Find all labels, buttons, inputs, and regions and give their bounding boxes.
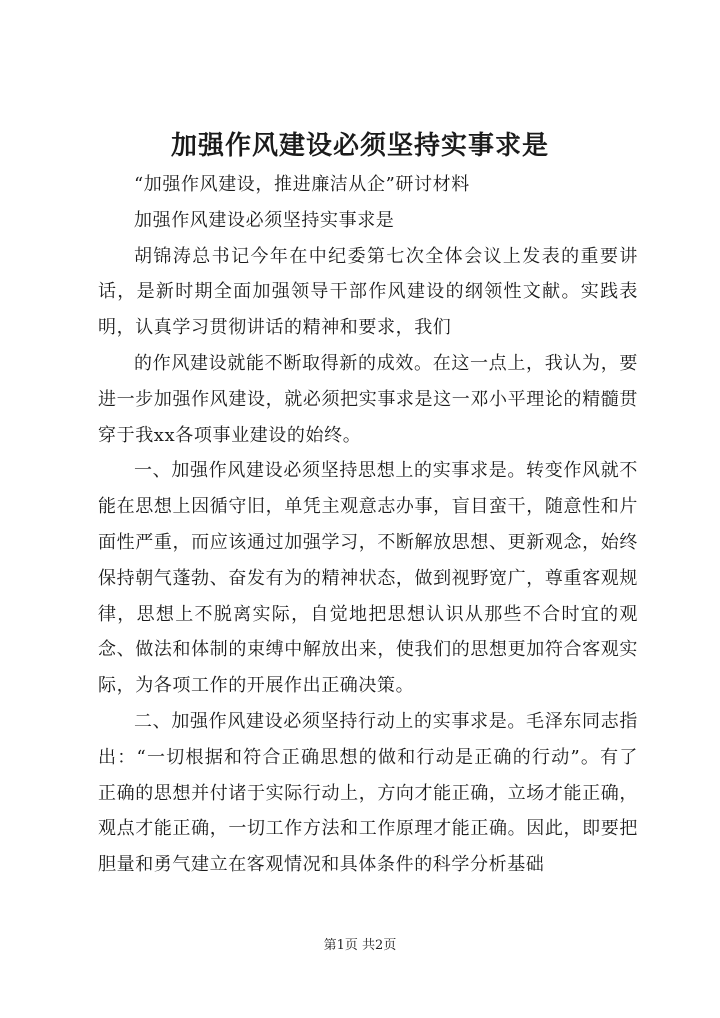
body-paragraph: 的作风建设就能不断取得新的成效。在这一点上，我认为，要进一步加强作风建设，就必须把实事求是这一邓小平理论的精髓贯穿于我xx各项事业建设的始终。 [98,352,638,446]
document-title: 加强作风建设必须坚持实事求是 [170,131,549,161]
body-paragraph: 一、加强作风建设必须坚持思想上的实事求是。转变作风就不能在思想上因循守旧，单凭主观意志办事，盲目蛮干，随意性和片面性严重，而应该通过加强学习，不断解放思想、更新观念，始终保持朝气蓬勃、奋发有为的精神状态，做到视野宽广，尊重客观规律，思想上不脱离实际，自觉地把思想认识从那些不合时宜的观念、做法和体制的束缚中解放出来，使我们的思想更加符合客观实际，为各项工作的开展作出正确决策。 [98,460,638,697]
page-footer: 第1页 共2页 [323,938,397,953]
body-paragraph: 胡锦涛总书记今年在中纪委第七次全体会议上发表的重要讲话，是新时期全面加强领导干部作风建设的纲领性文献。实践表明，认真学习贯彻讲话的精神和要求，我们 [98,245,638,339]
heading-paragraph: 加强作风建设必须坚持实事求是 [134,209,395,231]
document-body [98,167,638,883]
subtitle-paragraph: “加强作风建设，推进廉洁从企”研讨材料 [134,174,470,195]
body-paragraph: 二、加强作风建设必须坚持行动上的实事求是。毛泽东同志指出：“一切根据和符合正确思想的做和行动是正确的行动”。有了正确的思想并付诸于实际行动上，方向才能正确，立场才能正确，观点才能正确，一切工作方法和工作原理才能正确。因此，即要把胆量和勇气建立在客观情况和具体条件的科学分析基础 [98,710,638,876]
